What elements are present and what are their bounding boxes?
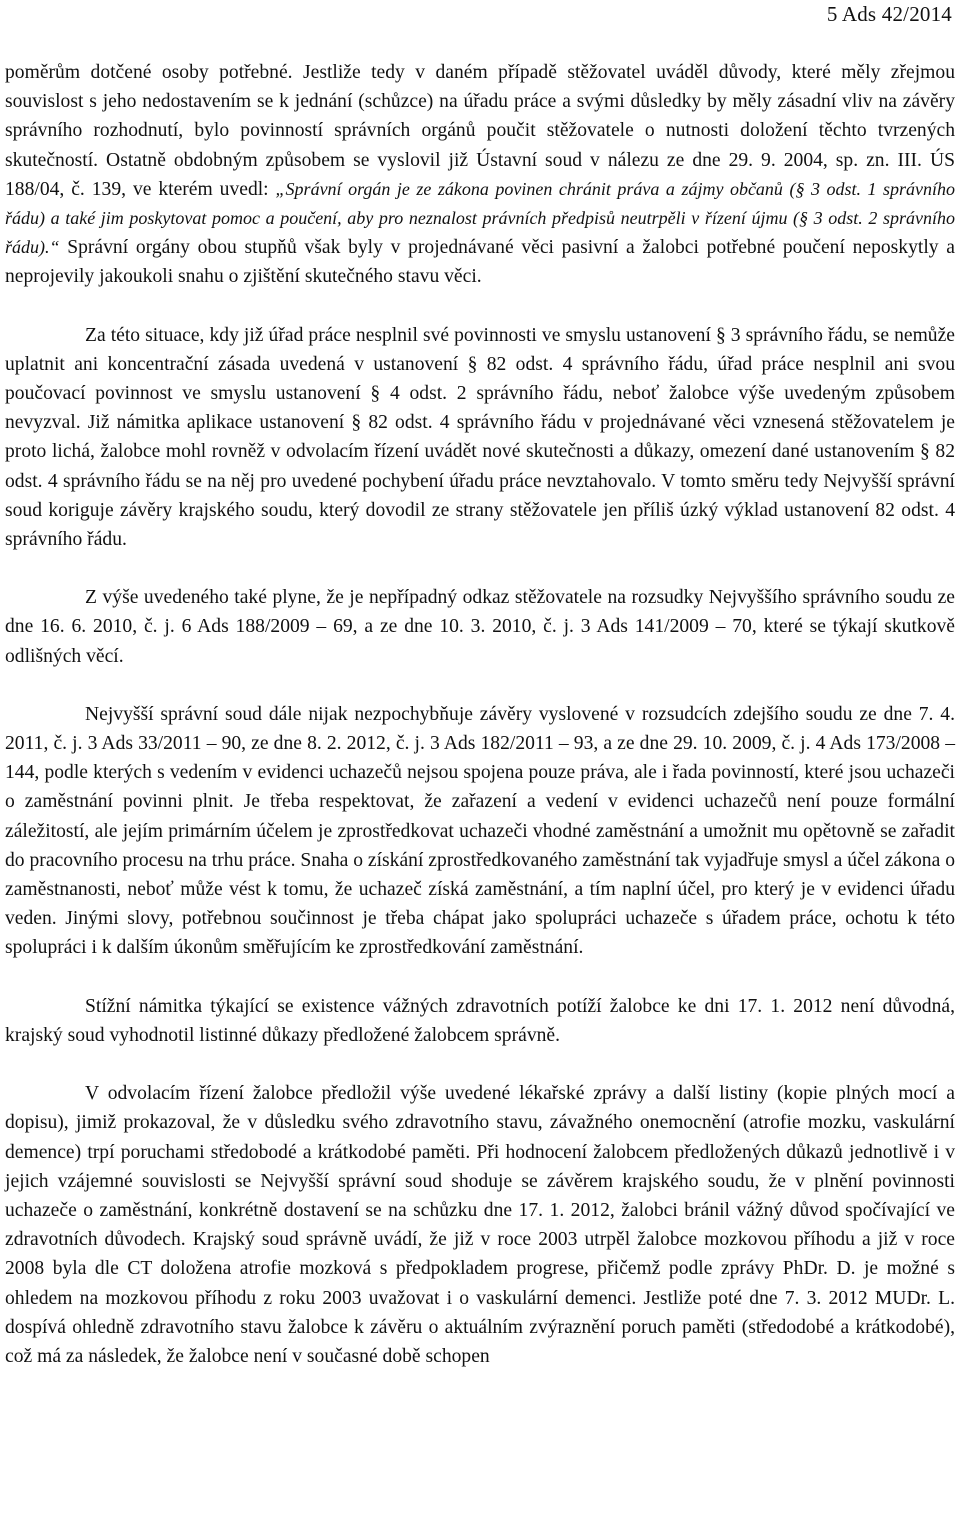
- paragraph-gap: [5, 963, 955, 992]
- paragraph-2-text: Za této situace, kdy již úřad práce nesplnil své povinnosti ve smyslu ustanovení § 3 správního řádu, se nemůže uplatnit ani koncentrační zásada uvedená v ustanovení § 82 odst. 4 správního řádu, úřad práce nesplnil ani svou poučovací povinnost ve smyslu ustanovení § 4 odst. 2 správního řádu, neboť žalobce výše uvedeným způsobem nevyzval. Již námitka aplikace ustanovení § 82 odst. 4 správního řádu v projednávané věci vznesená stěžovatelem je proto lichá, žalobce mohl rovněž v odvolacím řízení uvádět nové skutečnosti a důkazy, omezení dané ustanovením § 82 odst. 4 správního řádu se na něj pro uvedené pochybení úřadu práce nevztahovalo. V tomto směru tedy Nejvyšší správní soud koriguje závěry krajského soudu, který dovodil ze strany stěžovatele jen příliš úzký výklad ustanovení 82 odst. 4 správního řádu.: [5, 324, 955, 551]
- paragraph-2: [5, 321, 955, 555]
- paragraph-1-text: poměrům dotčené osoby potřebné. Jestliže tedy v daném případě stěžovatel uváděl důvody, které měly zřejmou souvislost s jeho nedostavením se k jednání (schůzce) na úřadu práce a svými důsledky by měly zásadní vliv na závěry správního rozhodnutí, bylo povinností správních orgánů poučit stěžovatele o nutnosti doložení těchto tvrzených skutečností. Ostatně obdobným způsobem se vyslovil již Ústavní soud v nálezu ze dne 29. 9. 2004, sp. zn. III. ÚS 188/04, č. 139, ve kterém uvedl:: [5, 62, 955, 200]
- paragraph-6: [5, 1079, 955, 1371]
- paragraph-3: [5, 583, 955, 671]
- document-body: [5, 58, 955, 1371]
- paragraph-4-text: Nejvyšší správní soud dále nijak nezpochybňuje závěry vyslovené v rozsudcích zdejšího soudu ze dne 7. 4. 2011, č. j. 3 Ads 33/2011 – 90, ze dne 8. 2. 2012, č. j. 3 Ads 182/2011 – 93, a ze dne 29. 10. 2009, č. j. 4 Ads 173/2008 – 144, podle kterých s vedením v evidenci uchazečů nejsou spojena pouze práva, ale i řada povinností, které jsou uchazeči o zaměstnání povinni plnit. Je třeba respektovat, že zařazení a vedení v evidenci uchazečů není pouze formální záležitostí, ale jejím primárním účelem je zprostředkovat uchazeči vhodné zaměstnání a umožnit mu opětovně se zařadit do pracovního procesu na trhu práce. Snaha o získání zprostředkovaného zaměstnání tak vyjadřuje smysl a účel zákona o zaměstnanosti, neboť může vést k tomu, že uchazeč získá zaměstnání, a tím naplní účel, pro který je v evidenci úřadu veden. Jinými slovy, potřebnou součinnost je třeba chápat jako spolupráci uchazeče s úřadem práce, ochotu k této spolupráci i k dalším úkonům směřujícím ke zprostředkování zaměstnání.: [5, 703, 955, 959]
- paragraph-3-text: Z výše uvedeného také plyne, že je nepřípadný odkaz stěžovatele na rozsudky Nejvyššího správního soudu ze dne 16. 6. 2010, č. j. 6 Ads 188/2009 – 69, a ze dne 10. 3. 2010, č. j. 3 Ads 141/2009 – 70, které se týkají skutkově odlišných věcí.: [5, 587, 955, 667]
- paragraph-gap: [5, 292, 955, 321]
- paragraph-4: [5, 700, 955, 963]
- paragraph-1: [5, 58, 955, 292]
- paragraph-1-text-end: Správní orgány obou stupňů však byly v projednávané věci pasivní a žalobci potřebné poučení neposkytly a neprojevily jakoukoli snahu o zjištění skutečného stavu věci.: [5, 237, 955, 288]
- paragraph-gap: [5, 1050, 955, 1079]
- case-reference: 5 Ads 42/2014: [826, 2, 952, 26]
- paragraph-6-text: V odvolacím řízení žalobce předložil výše uvedené lékařské zprávy a další listiny (kopie plných mocí a dopisu), jimiž prokazoval, že v důsledku svého zdravotního stavu, závažného onemocnění (atrofie mozku, vaskulární demence) trpí poruchami středobodé a krátkodobé paměti. Při hodnocení žalobcem předložených důkazů jednotlivě i v jejich vzájemné souvislosti se Nejvyšší správní soud shoduje se závěrem krajského soudu, že v plnění povinnosti uchazeče o zaměstnání, konkrétně dostavení se na schůzku dne 17. 1. 2012, žalobci bránil vážný důvod spočívající ve zdravotních důvodech. Krajský soud správně uvádí, že již v roce 2003 utrpěl žalobce mozkovou příhodu a již v roce 2008 byla dle CT doložena atrofie mozková s předpokladem progrese, přičemž podle zprávy PhDr. D. je možné s ohledem na mozkovou příhodu z roku 2003 uvažovat i o vaskulární demenci. Jestliže poté dne 7. 3. 2012 MUDr. L. dospívá ohledně zdravotního stavu žalobce k závěru o aktuálním zvýraznění poruch paměti (středodobé a krátkodobé), což má za následek, že žalobce není v současné době schopen: [5, 1083, 955, 1367]
- paragraph-5-text: Stížní námitka týkající se existence vážných zdravotních potíží žalobce ke dni 17. 1. 2012 není důvodná, krajský soud vyhodnotil listinné důkazy předložené žalobcem správně.: [5, 995, 955, 1046]
- constitutional-court-quote: „Správní orgán je ze zákona povinen chránit práva a zájmy občanů (§ 3 odst. 1 správního řádu) a také jim poskytovat pomoc a poučení, aby pro neznalost právních předpisů neutrpěli v řízení újmu (§ 3 odst. 2 správního řádu).“: [5, 178, 955, 258]
- paragraph-gap: [5, 671, 955, 700]
- paragraph-gap: [5, 554, 955, 583]
- paragraph-5: [5, 992, 955, 1050]
